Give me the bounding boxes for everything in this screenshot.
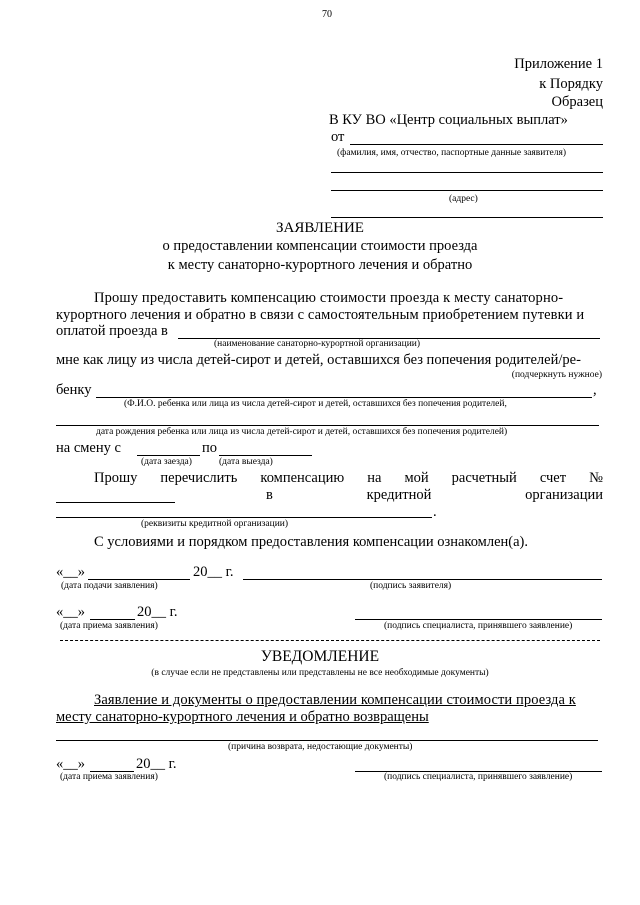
p2-word: в: [266, 487, 273, 503]
notice-subtitle: (в случае если не представлены или представлены не все необходимые документы): [151, 668, 489, 678]
document-subtitle-2: к месту санаторно-курортного лечения и обратно: [167, 257, 473, 273]
child-name-caption: (Ф.И.О. ребенка или лица из числа детей-сирот и детей, оставшихся без попечения родителей,: [124, 399, 507, 409]
notice-date-year: 20__ г.: [136, 756, 177, 772]
submission-date-caption: (дата подачи заявления): [61, 581, 158, 591]
p2-word: счет: [539, 470, 567, 486]
organization-caption: (наименование санаторно-курортной организации): [214, 339, 421, 349]
bank-details-caption: (реквизиты кредитной организации): [141, 519, 289, 529]
submission-date-line: [88, 579, 190, 580]
p2-word: перечислить: [160, 470, 238, 486]
from-label: от: [331, 129, 345, 145]
notice-line-2: месту санаторно-курортного лечения и обратно возвращены: [56, 709, 429, 725]
child-dob-caption: дата рождения ребенка или лица из числа детей-сирот и детей, оставшихся без попечения родителей): [96, 427, 508, 437]
paragraph-1-line-5: бенку: [56, 382, 92, 398]
arrival-date-line: [137, 455, 200, 456]
document-subtitle-1: о предоставлении компенсации стоимости проезда: [162, 238, 478, 254]
notice-title: УВЕДОМЛЕНИЕ: [260, 648, 380, 665]
p2-word: Прошу: [94, 470, 138, 486]
acknowledgement: С условиями и порядком предоставления компенсации ознакомлен(а).: [94, 534, 528, 550]
applicant-name-line: [350, 144, 603, 145]
period: .: [433, 504, 437, 520]
page-number: 70: [322, 9, 332, 20]
notice-date-prefix: «__»: [56, 756, 85, 772]
shift-label: на смену с: [56, 440, 121, 456]
paragraph-1-line-1: Прошу предоставить компенсацию стоимости проезда к месту санаторно-: [94, 290, 564, 306]
comma: ,: [593, 382, 597, 398]
underline-caption: (подчеркнуть нужное): [511, 370, 602, 380]
document-title: ЗАЯВЛЕНИЕ: [276, 220, 364, 236]
appendix-label: Приложение 1: [514, 56, 603, 72]
paragraph-1-line-4: мне как лицу из числа детей-сирот и детей, оставшихся без попечения родителей/ре-: [56, 352, 581, 368]
p2-word: мой: [404, 470, 429, 486]
address-line: [331, 190, 603, 191]
applicant-name-caption: (фамилия, имя, отчество, паспортные данные заявителя): [337, 148, 567, 158]
address-line-2: [331, 217, 603, 218]
p2-word: расчетный: [451, 470, 517, 486]
specialist-signature-caption: (подпись специалиста, принявшего заявление): [384, 621, 573, 631]
paragraph-1-line-3: оплатой проезда в: [56, 323, 168, 339]
p2-word: компенсацию: [260, 470, 345, 486]
sample-label: Образец: [551, 94, 603, 110]
p2-word: кредитной: [366, 487, 432, 503]
p2-word: на: [367, 470, 382, 486]
shift-to-label: по: [202, 440, 218, 456]
tear-line: [60, 640, 600, 641]
account-number-line: [56, 502, 175, 503]
reception-date-year: 20__ г.: [137, 604, 178, 620]
bank-details-line: [56, 517, 432, 518]
specialist-signature-line: [355, 619, 602, 620]
paragraph-1-line-2: курортного лечения и обратно в связи с самостоятельным приобретением путевки и: [56, 307, 585, 323]
child-name-line: [96, 397, 592, 398]
reception-date-caption: (дата приема заявления): [60, 621, 158, 631]
child-dob-line: [56, 425, 599, 426]
paragraph-2-line-1: [94, 471, 603, 486]
reception-date-line: [90, 619, 135, 620]
departure-date-caption: (дата выезда): [219, 457, 273, 467]
recipient-label: В КУ ВО «Центр социальных выплат»: [329, 112, 568, 128]
applicant-signature-line: [243, 579, 602, 580]
arrival-date-caption: (дата заезда): [141, 457, 192, 467]
submission-date-prefix: «__»: [56, 564, 85, 580]
submission-date-year: 20__ г.: [193, 564, 234, 580]
departure-date-line: [219, 455, 312, 456]
p2-word: №: [589, 470, 603, 486]
p2-word: организации: [525, 487, 603, 503]
paragraph-2-line-2: [266, 488, 603, 503]
return-reason-caption: (причина возврата, недостающие документы): [228, 742, 413, 752]
return-reason-line: [56, 740, 598, 741]
order-label: к Порядку: [539, 76, 603, 92]
notice-signature-caption: (подпись специалиста, принявшего заявление): [384, 772, 573, 782]
applicant-data-line: [331, 172, 603, 173]
address-caption: (адрес): [449, 194, 478, 204]
applicant-signature-caption: (подпись заявителя): [370, 581, 452, 591]
notice-line-1: Заявление и документы о предоставлении компенсации стоимости проезда к: [94, 692, 576, 708]
notice-date-caption: (дата приема заявления): [60, 772, 158, 782]
reception-date-prefix: «__»: [56, 604, 85, 620]
